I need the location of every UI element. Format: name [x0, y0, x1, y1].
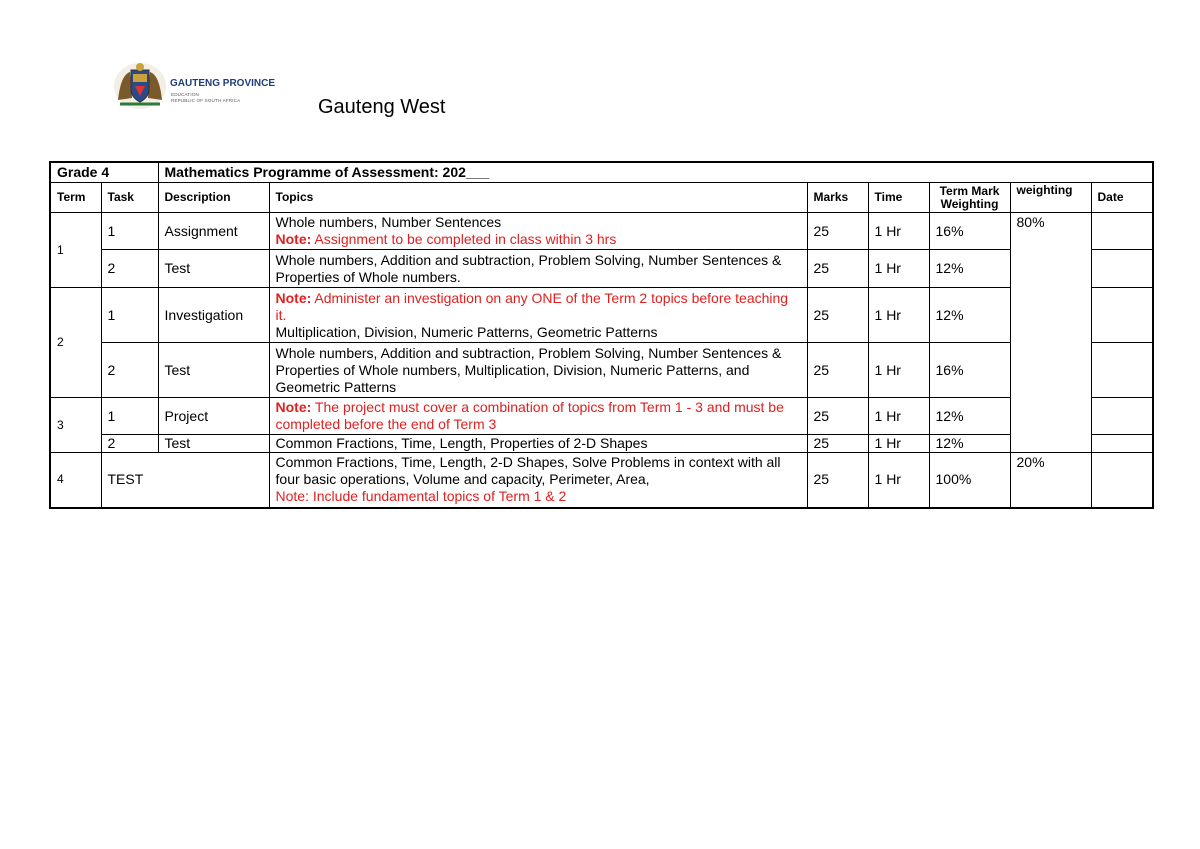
- col-description: Description: [158, 183, 269, 213]
- col-term: Term: [50, 183, 101, 213]
- time-cell: 1 Hr: [868, 213, 929, 250]
- marks-cell: 25: [807, 288, 868, 343]
- table-row: [50, 213, 1153, 250]
- description-cell: TEST: [101, 453, 269, 508]
- title-row: [50, 162, 1153, 183]
- term-weighting-cell: 16%: [929, 213, 1010, 250]
- marks-cell: 25: [807, 453, 868, 508]
- time-cell: 1 Hr: [868, 343, 929, 398]
- col-marks: Marks: [807, 183, 868, 213]
- col-topics: Topics: [269, 183, 807, 213]
- term-weighting-cell: 12%: [929, 398, 1010, 435]
- topics-text: Whole numbers, Number Sentences: [275, 214, 502, 230]
- task-cell: 1: [101, 398, 158, 435]
- term-cell: 4: [50, 453, 101, 508]
- logo-brand: GAUTENG PROVINCE: [170, 78, 276, 89]
- topics-cell: Common Fractions, Time, Length, Properties of 2-D Shapes: [269, 435, 807, 453]
- time-cell: 1 Hr: [868, 288, 929, 343]
- topics-cell: Whole numbers, Addition and subtraction, Problem Solving, Number Sentences & Properties of Whole numbers.: [269, 250, 807, 288]
- topics-cell: [269, 398, 807, 435]
- task-cell: 2: [101, 435, 158, 453]
- term-cell: 3: [50, 398, 101, 453]
- topics-cell: [269, 288, 807, 343]
- assessment-table: [49, 161, 1154, 509]
- note-label: Note:: [275, 231, 312, 247]
- topics-text: Common Fractions, Time, Length, 2-D Shapes, Solve Problems in context with all four basic operations, Volume and capacity, Perimeter, Area,: [275, 454, 781, 488]
- table-row: [50, 288, 1153, 343]
- marks-cell: 25: [807, 213, 868, 250]
- task-cell: 2: [101, 343, 158, 398]
- term-cell: 1: [50, 213, 101, 288]
- marks-cell: 25: [807, 250, 868, 288]
- description-cell: Test: [158, 343, 269, 398]
- coat-of-arms-icon: [112, 60, 168, 110]
- description-cell: Test: [158, 435, 269, 453]
- table-row: [50, 435, 1153, 453]
- table-row: [50, 343, 1153, 398]
- term-weighting-cell: 16%: [929, 343, 1010, 398]
- marks-cell: 25: [807, 343, 868, 398]
- date-cell: [1091, 250, 1153, 288]
- description-cell: Test: [158, 250, 269, 288]
- time-cell: 1 Hr: [868, 435, 929, 453]
- note-label: Note:: [275, 399, 312, 415]
- grade-cell: Grade 4: [50, 162, 158, 183]
- header-row: [50, 183, 1153, 213]
- date-cell: [1091, 398, 1153, 435]
- time-cell: 1 Hr: [868, 250, 929, 288]
- table-row: [50, 398, 1153, 435]
- date-cell: [1091, 288, 1153, 343]
- marks-cell: 25: [807, 435, 868, 453]
- term-weighting-cell: 12%: [929, 288, 1010, 343]
- task-cell: 1: [101, 288, 158, 343]
- date-cell: [1091, 213, 1153, 250]
- topics-cell: Whole numbers, Addition and subtraction, Problem Solving, Number Sentences & Properties of Whole numbers, Multiplication, Division, Numeric Patterns, and Geometric Patterns: [269, 343, 807, 398]
- logo-subtitle-1: EDUCATION: [171, 92, 199, 97]
- topics-cell: [269, 453, 807, 508]
- time-cell: 1 Hr: [868, 398, 929, 435]
- logo-subtitle-2: REPUBLIC OF SOUTH AFRICA: [171, 98, 241, 103]
- date-cell: [1091, 435, 1153, 453]
- region-title: Gauteng West: [318, 96, 446, 118]
- weighting-exam-cell: 20%: [1010, 453, 1091, 508]
- weighting-sba-cell: 80%: [1010, 213, 1091, 453]
- table-row: [50, 250, 1153, 288]
- col-weighting: weighting: [1010, 183, 1091, 213]
- date-cell: [1091, 453, 1153, 508]
- term-weighting-cell: 12%: [929, 435, 1010, 453]
- col-date: Date: [1091, 183, 1153, 213]
- term-weighting-cell: 100%: [929, 453, 1010, 508]
- note-text: Note: Include fundamental topics of Term 1 & 2: [275, 488, 567, 505]
- description-cell: Assignment: [158, 213, 269, 250]
- description-cell: Investigation: [158, 288, 269, 343]
- table-title: Mathematics Programme of Assessment: 202___: [158, 162, 1153, 183]
- note-text: [276, 290, 801, 324]
- table-row: [50, 453, 1153, 508]
- note-body: Administer an investigation on any ONE of the Term 2 topics before teaching it.: [275, 289, 789, 323]
- note-body: The project must cover a combination of topics from Term 1 - 3 and must be completed before the end of Term 3: [275, 399, 784, 432]
- term-cell: 2: [50, 288, 101, 398]
- col-task: Task: [101, 183, 158, 213]
- task-cell: 1: [101, 213, 158, 250]
- time-cell: 1 Hr: [868, 453, 929, 508]
- note-label: Note:: [275, 289, 312, 306]
- marks-cell: 25: [807, 398, 868, 435]
- topics-cell: [269, 213, 807, 250]
- date-cell: [1091, 343, 1153, 398]
- task-cell: 2: [101, 250, 158, 288]
- term-weighting-cell: 12%: [929, 250, 1010, 288]
- topics-text: Multiplication, Division, Numeric Patterns, Geometric Patterns: [275, 323, 658, 340]
- description-cell: Project: [158, 398, 269, 435]
- note-text: [276, 231, 801, 248]
- col-term-mark-weighting: Term Mark Weighting: [929, 183, 1010, 213]
- col-time: Time: [868, 183, 929, 213]
- note-body: Assignment to be completed in class within 3 hrs: [311, 231, 617, 247]
- gauteng-logo: [110, 60, 276, 110]
